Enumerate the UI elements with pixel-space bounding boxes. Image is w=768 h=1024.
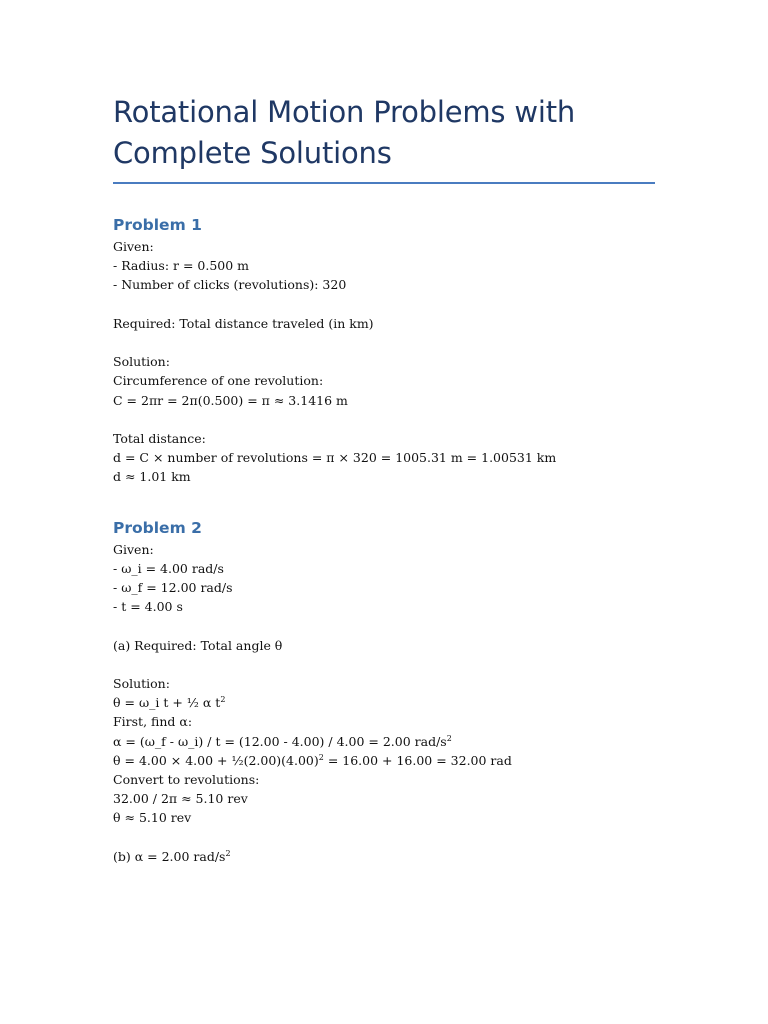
problem-2-heading: Problem 2: [113, 518, 202, 537]
part-b-text: (b) α = 2.00 rad/s: [113, 848, 226, 864]
problem-1-line: Required: Total distance traveled (in km): [113, 315, 374, 331]
alpha-equation-text: α = (ω_f - ω_i) / t = (12.00 - 4.00) / 4.00 = 2.00 rad/s: [113, 733, 447, 749]
part-a-required: (a) Required: Total angle θ: [113, 637, 283, 653]
revolution-result: θ ≈ 5.10 rev: [113, 810, 192, 826]
problem-1-line: Circumference of one revolution:: [113, 373, 324, 389]
document-title: [113, 92, 655, 174]
solution-label: Solution:: [113, 675, 170, 691]
convert-label: Convert to revolutions:: [113, 772, 260, 787]
blank-line: [113, 616, 655, 635]
problem-1-line: - Number of clicks (revolutions): 320: [113, 277, 347, 293]
given-time: - t = 4.00 s: [113, 599, 183, 615]
exponent: 2: [318, 752, 324, 762]
title-line-2: Complete Solutions: [113, 136, 392, 170]
part-b-answer: [113, 847, 655, 866]
exponent: 2: [220, 695, 226, 705]
theta-calculation-part-a: θ = 4.00 × 4.00 + ½(2.00)(4.00): [113, 752, 319, 768]
theta-calculation-part-b: = 16.00 + 16.00 = 32.00 rad: [323, 752, 512, 768]
exponent: 2: [225, 848, 231, 858]
problem-1-line: - Radius: r = 0.500 m: [113, 258, 250, 274]
problem-1-line: d = C × number of revolutions = π × 320 = 1005.31 m = 1.00531 km: [113, 450, 557, 466]
blank-line: [113, 333, 655, 352]
first-find-alpha: First, find α:: [113, 714, 193, 730]
theta-equation: [113, 693, 655, 712]
alpha-equation: [113, 732, 655, 751]
title-line-1: Rotational Motion Problems with: [113, 95, 576, 129]
problem-1-line: Total distance:: [113, 430, 206, 446]
problem-1-body: [113, 237, 655, 487]
revolution-calculation: 32.00 / 2π ≈ 5.10 rev: [113, 791, 248, 807]
problem-1-line: C = 2πr = 2π(0.500) = π ≈ 3.1416 m: [113, 392, 348, 408]
problem-1-line: d ≈ 1.01 km: [113, 469, 191, 485]
problem-1-line: Solution:: [113, 354, 170, 370]
given-omega-final: - ω_f = 12.00 rad/s: [113, 580, 233, 595]
given-omega-initial: - ω_i = 4.00 rad/s: [113, 560, 224, 576]
problem-1-heading: Problem 1: [113, 216, 202, 234]
given-label: Given:: [113, 541, 154, 557]
title-underline: [113, 182, 655, 184]
blank-line: [113, 295, 655, 314]
blank-line: [113, 828, 655, 847]
problem-2-body: [113, 540, 655, 866]
blank-line: [113, 410, 655, 429]
theta-equation-text: θ = ω_i t + ½ α t: [113, 695, 221, 711]
problem-1-line: Given:: [113, 239, 154, 254]
theta-calculation: [113, 751, 655, 770]
blank-line: [113, 655, 655, 674]
document-content: [113, 92, 655, 866]
exponent: 2: [446, 733, 452, 743]
